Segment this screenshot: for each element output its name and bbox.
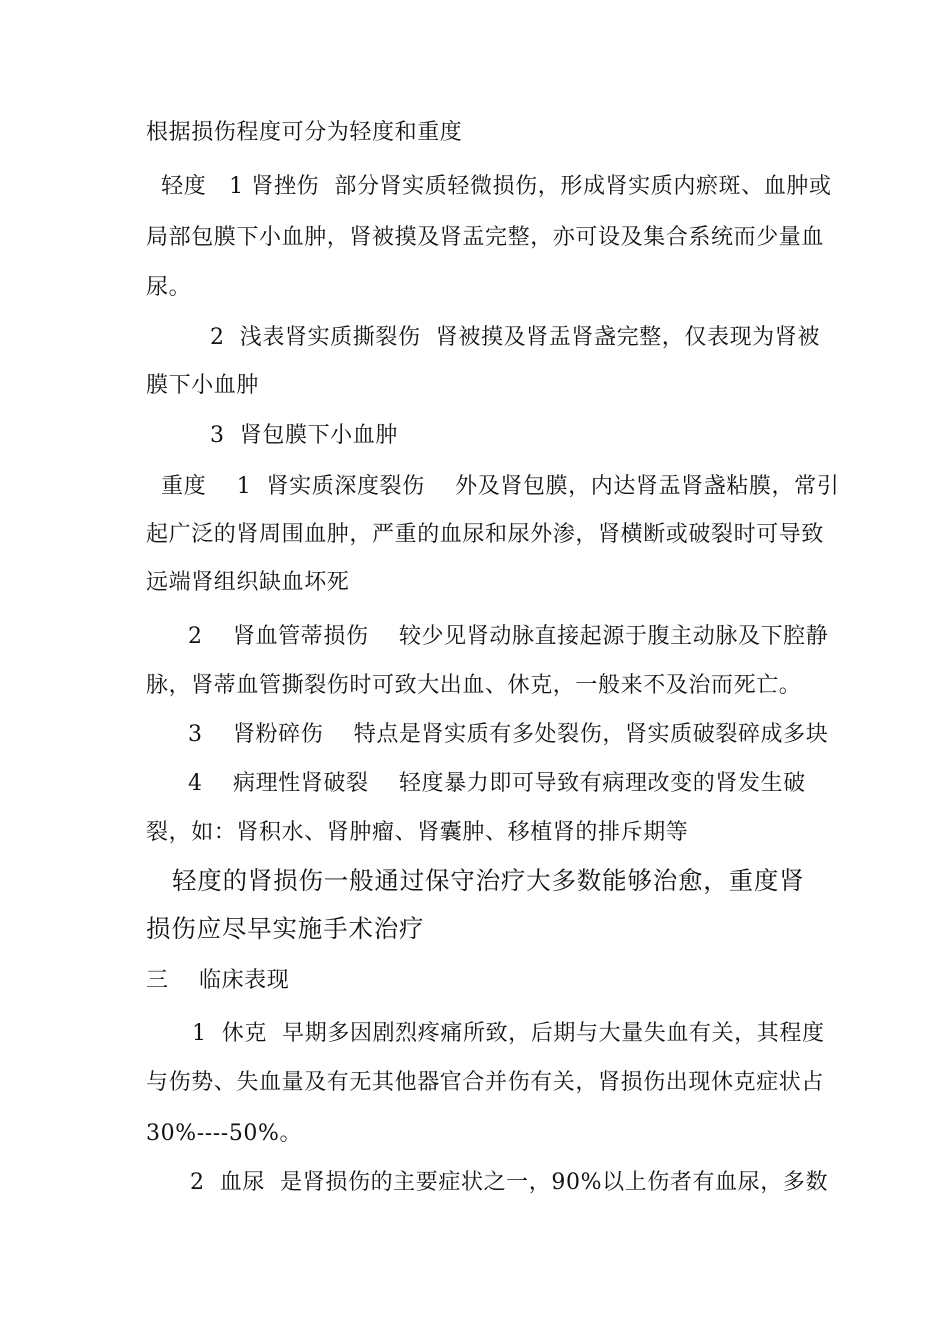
text-line-severe-4: 4 病理性肾破裂 轻度暴力即可导致有病理改变的肾发生破 [188, 771, 806, 796]
text-line-treatment-cont: 损伤应尽早实施手术治疗 [146, 914, 425, 943]
text-line-severe-2-cont: 脉，肾蒂血管撕裂伤时可致大出血、休克，一般来不及治而死亡。 [146, 673, 802, 698]
text-line-shock: 1 休克 早期多因剧烈疼痛所致，后期与大量失血有关，其程度 [192, 1021, 825, 1046]
text-line-classification: 根据损伤程度可分为轻度和重度 [146, 120, 463, 145]
text-line-shock-cont: 与伤势、失血量及有无其他器官合并伤有关，肾损伤出现休克症状占 [146, 1070, 825, 1095]
text-line-hematuria: 2 血尿 是肾损伤的主要症状之一，90%以上伤者有血尿，多数 [190, 1170, 829, 1195]
text-line-mild-1-end: 尿。 [146, 275, 192, 300]
text-line-mild-1: 轻度 1 肾挫伤 部分肾实质轻微损伤，形成肾实质内瘀斑、血肿或 [146, 174, 832, 199]
text-line-mild-2: 2 浅表肾实质撕裂伤 肾被摸及肾盂肾盏完整，仅表现为肾被 [210, 325, 820, 350]
text-line-severe-2: 2 肾血管蒂损伤 较少见肾动脉直接起源于腹主动脉及下腔静 [188, 624, 829, 649]
text-line-mild-1-cont: 局部包膜下小血肿，肾被摸及肾盂完整，亦可设及集合系统而少量血 [146, 225, 825, 250]
text-line-severe-4-cont: 裂，如：肾积水、肾肿瘤、肾囊肿、移植肾的排斥期等 [146, 820, 689, 845]
section-heading-clinical: 三 临床表现 [146, 968, 290, 993]
text-line-severe-1-end: 远端肾组织缺血坏死 [146, 570, 350, 595]
text-line-mild-3: 3 肾包膜下小血肿 [210, 423, 398, 448]
text-line-severe-1: 重度 1 肾实质深度裂伤 外及肾包膜，内达肾盂肾盏粘膜，常引 [146, 474, 840, 499]
text-line-treatment: 轻度的肾损伤一般通过保守治疗大多数能够治愈，重度肾 [172, 866, 805, 895]
text-line-severe-3: 3 肾粉碎伤 特点是肾实质有多处裂伤，肾实质破裂碎成多块 [188, 722, 829, 747]
text-line-severe-1-cont: 起广泛的肾周围血肿，严重的血尿和尿外渗，肾横断或破裂时可导致 [146, 522, 825, 547]
text-line-mild-2-cont: 膜下小血肿 [146, 373, 260, 398]
text-line-shock-end: 30%----50%。 [146, 1121, 303, 1146]
